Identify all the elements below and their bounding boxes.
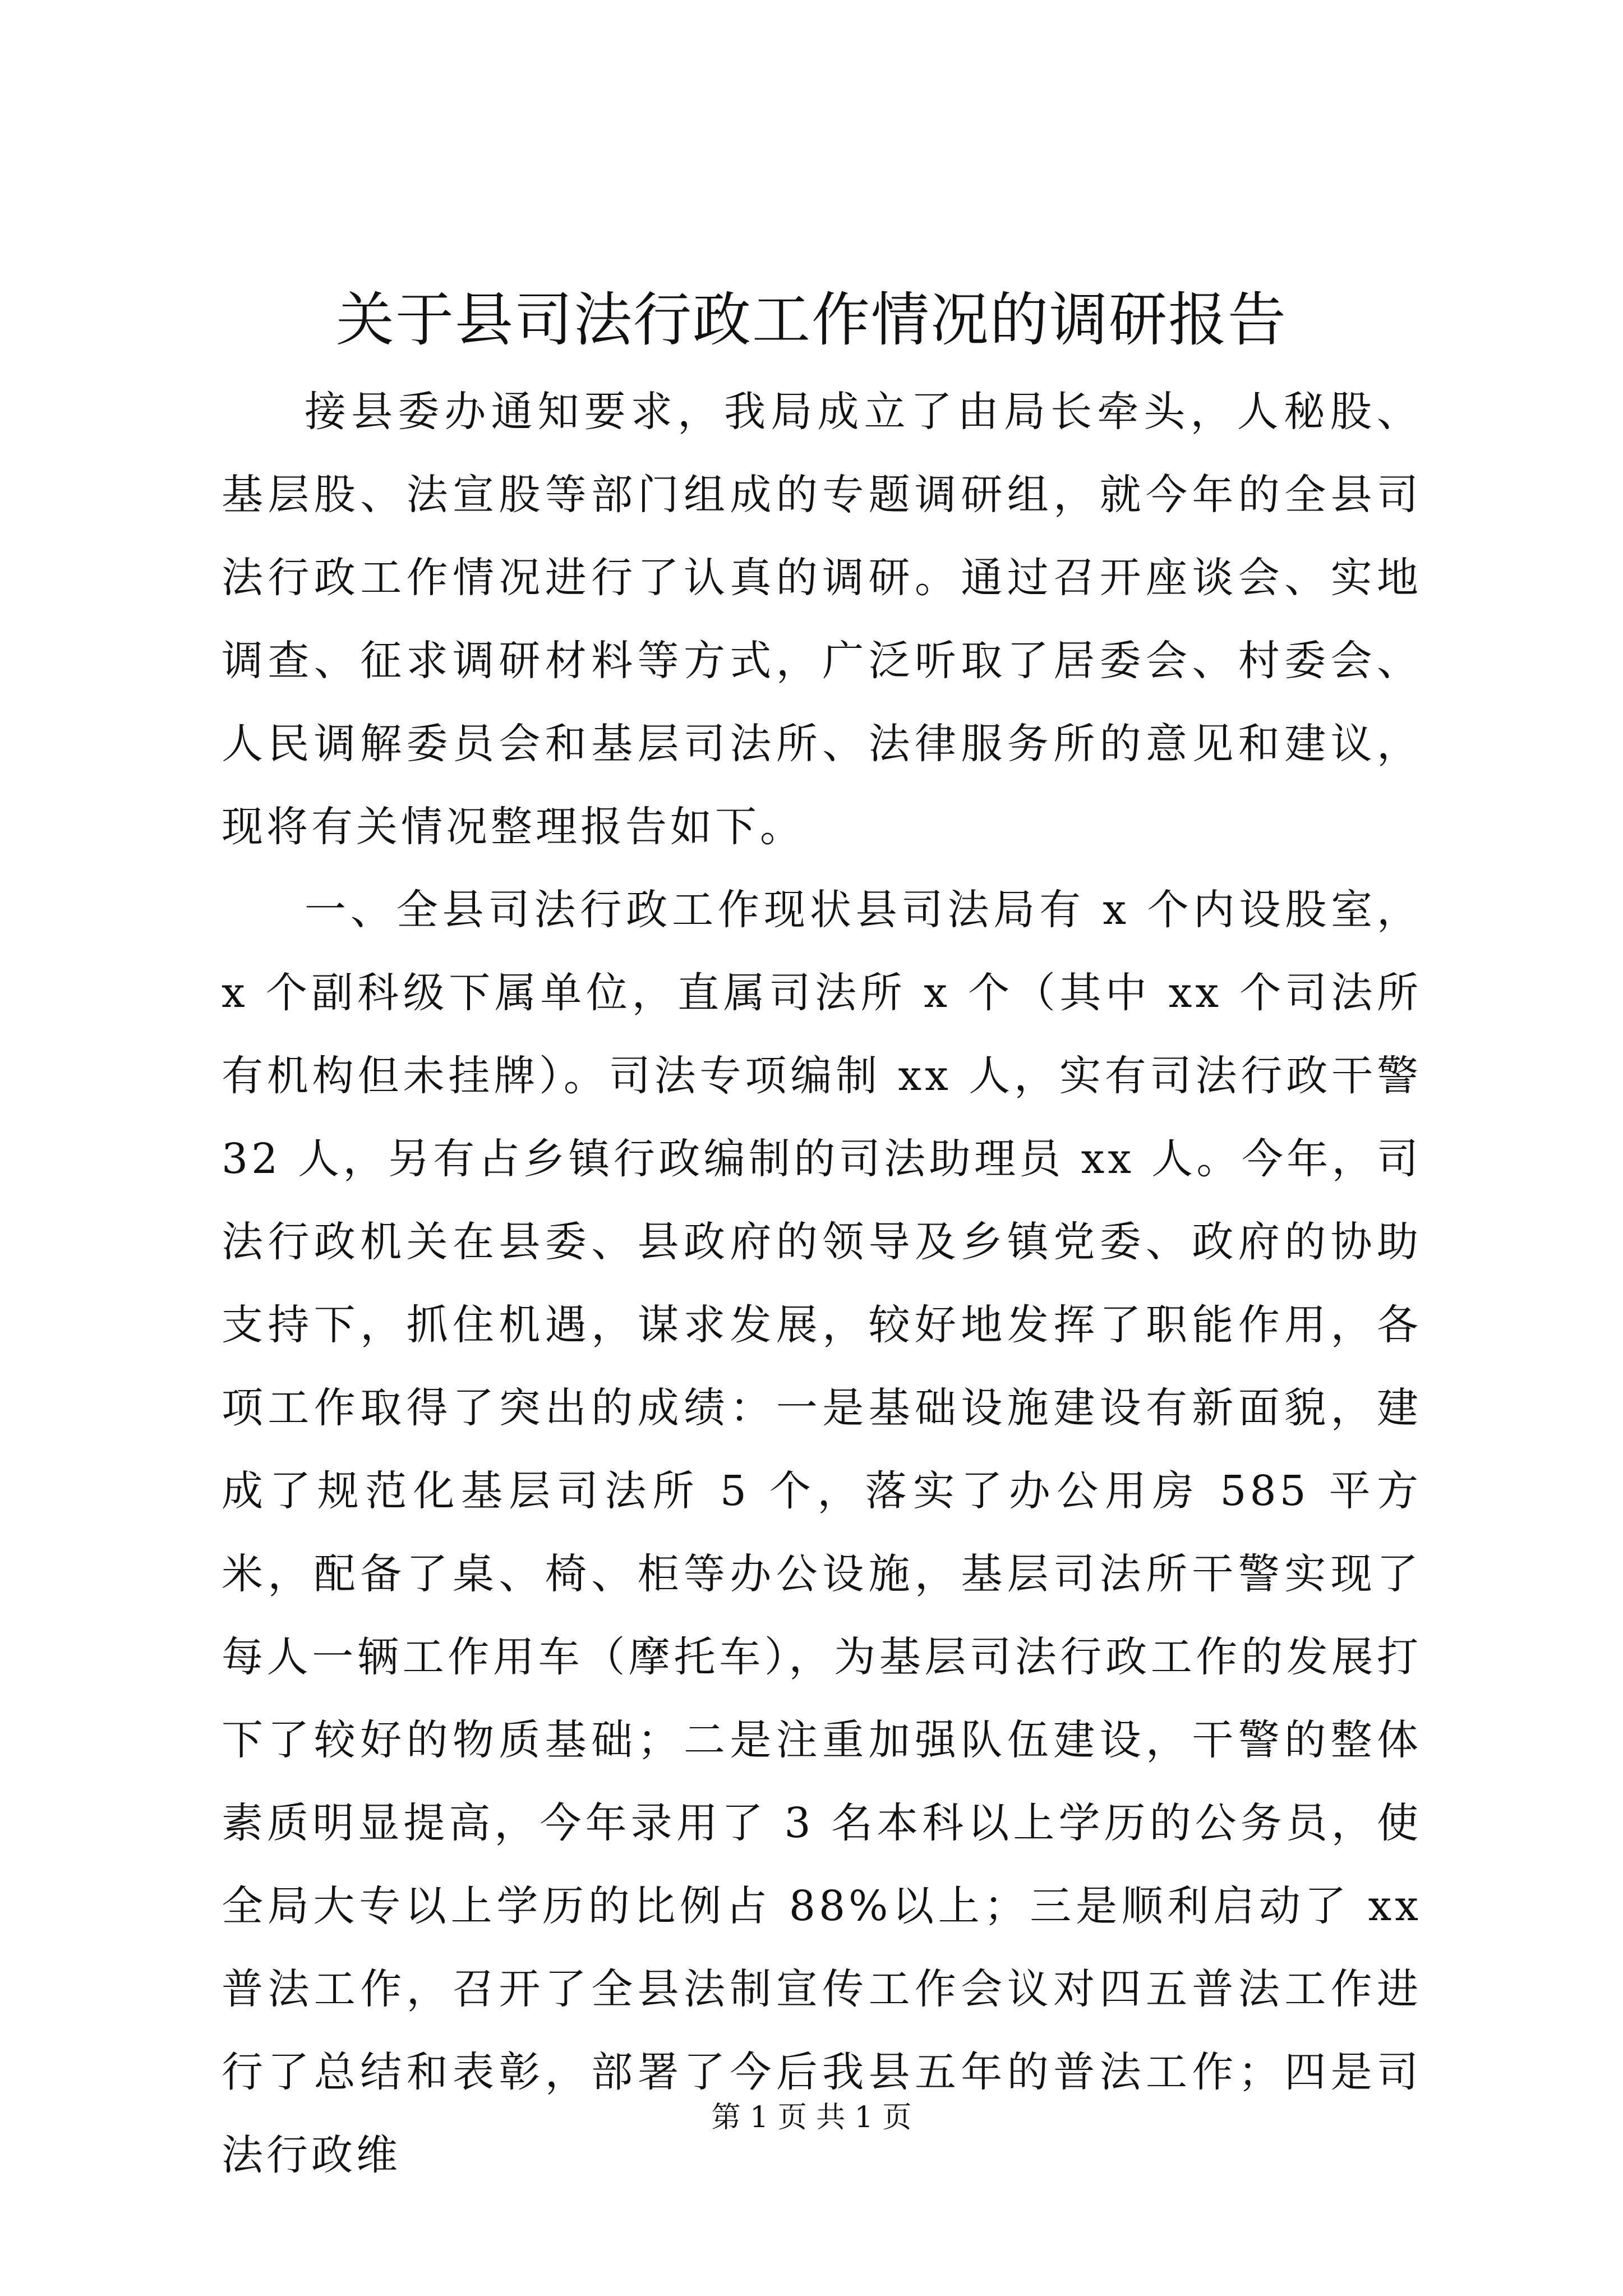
- document-body: [222, 370, 1422, 2197]
- paragraph-section-1: 一、全县司法行政工作现状县司法局有 x 个内设股室，x 个副科级下属单位，直属司法所 x 个（其中 xx 个司法所有机构但未挂牌）。司法专项编制 xx 人，实有司法行政干警 32 人，另有占乡镇行政编制的司法助理员 xx 人。今年，司法行政机关在县委、县政府的领导及乡镇党委、政府的协助支持下，抓住机遇，谋求发展，较好地发挥了职能作用，各项工作取得了突出的成绩：一是基础设施建设有新面貌，建成了规范化基层司法所 5 个，落实了办公用房 585 平方米，配备了桌、椅、柜等办公设施，基层司法所干警实现了每人一辆工作用车（摩托车），为基层司法行政工作的发展打下了较好的物质基础；二是注重加强队伍建设，干警的整体素质明显提高，今年录用了 3 名本科以上学历的公务员，使全局大专以上学历的比例占 88%以上；三是顺利启动了 xx 普法工作，召开了全县法制宣传工作会议对四五普法工作进行了总结和表彰，部署了今后我县五年的普法工作；四是司法行政维: [222, 886, 1422, 2179]
- document-title: 关于县司法行政工作情况的调研报告: [335, 286, 1287, 354]
- page-footer: [0, 2098, 1623, 2137]
- page-total: 共 1 页: [816, 2101, 912, 2134]
- paragraph-intro: 接县委办通知要求，我局成立了由局长牵头，人秘股、基层股、法宣股等部门组成的专题调研组，就今年的全县司法行政工作情况进行了认真的调研。通过召开座谈会、实地调查、征求调研材料等方式，广泛听取了居委会、村委会、人民调解委员会和基层司法所、法律服务所的意见和建议，现将有关情况整理报告如下。: [222, 388, 1422, 851]
- page-number: 第 1 页: [711, 2101, 807, 2134]
